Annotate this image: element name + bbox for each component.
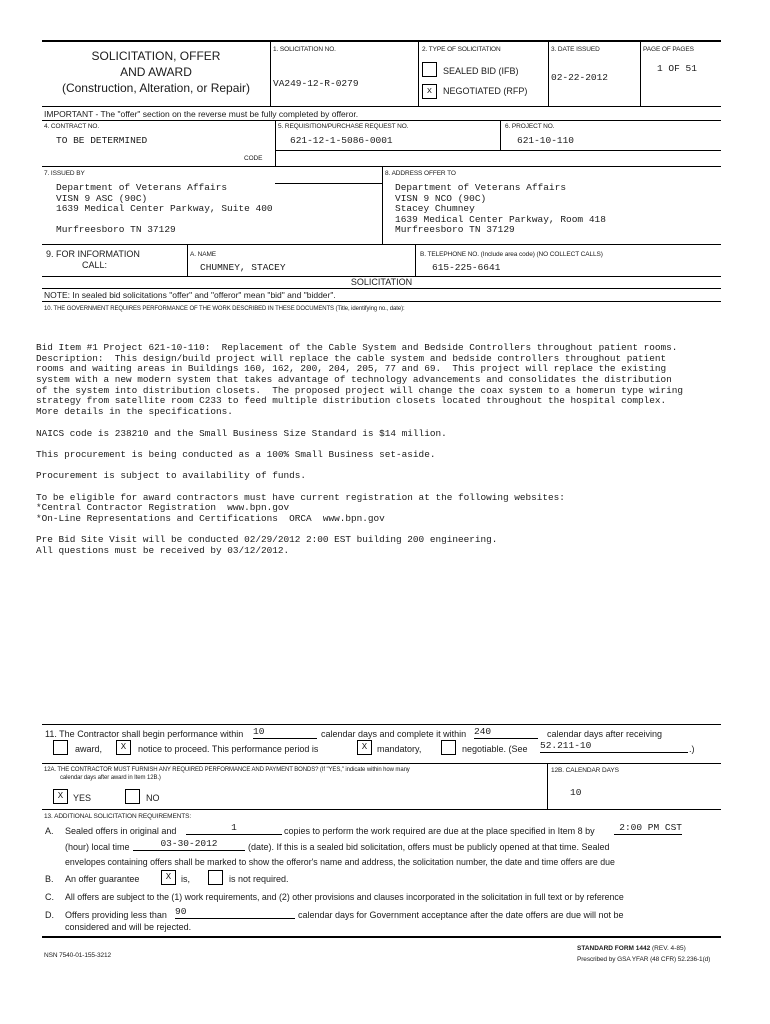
item13d-text2: calendar days for Government acceptance after the date offers are due will not be [298, 910, 624, 920]
issued-by-label: 7. ISSUED BY [44, 170, 85, 177]
item11-text2: calendar days and complete it within [321, 729, 467, 739]
guarantee-not-checkbox[interactable] [208, 870, 223, 885]
item11-text1: 11. The Contractor shall begin performance within [45, 729, 244, 739]
sealed-bid-label: SEALED BID (IFB) [443, 66, 519, 76]
description-line: To be eligible for award contractors must have current registration at the following websites: [36, 491, 565, 503]
telephone-label: B. TELEPHONE NO. (Include area code) (NO COLLECT CALLS) [420, 251, 603, 258]
info-call-label [46, 249, 140, 271]
guarantee-is-checkbox[interactable]: X [161, 870, 176, 885]
contract-no-value: TO BE DETERMINED [56, 135, 148, 146]
item11-text3: calendar days after receiving [547, 729, 663, 739]
issued-by-line2: VISN 9 ASC (90C) [56, 192, 148, 204]
item13d-prefix: D. [45, 910, 54, 920]
description-line: system with a new modern system that takes advantage of technology advancements and consolidates the distribution [36, 374, 672, 386]
date-issued-value: 02-22-2012 [551, 72, 609, 83]
description-line: strategy from satellite room C233 to feed multiple distribution closets located throughout the hospital complex. [36, 395, 667, 407]
item13b-text1: An offer guarantee [65, 874, 140, 884]
solicitation-heading: SOLICITATION [350, 277, 413, 287]
issued-by-address [56, 183, 273, 236]
description-line: Pre Bid Site Visit will be conducted 02/29/2012 2:00 EST building 200 engineering. [36, 534, 498, 546]
bonds-yes-checkbox[interactable]: X [53, 789, 68, 804]
item10-label: 10. THE GOVERNMENT REQUIRES PERFORMANCE OF THE WORK DESCRIBED IN THESE DOCUMENTS (Title, identifying no., date): [44, 306, 405, 312]
form-name: STANDARD FORM 1442 [577, 945, 651, 952]
issued-by-line4: Murfreesboro TN 37129 [56, 224, 176, 236]
description-line [36, 418, 683, 429]
item13d-days[interactable]: 90 [175, 907, 295, 919]
description-line: All questions must be received by 03/12/2012. [36, 545, 290, 557]
item13c-text: All offers are subject to the (1) work requirements, and (2) other provisions and clauses incorporated in the solicitation in full text or by reference [65, 892, 624, 902]
negotiable-label: negotiable. (See [462, 744, 528, 754]
mandatory-checkbox[interactable]: X [357, 740, 372, 755]
item13d-text3: considered and will be rejected. [65, 922, 192, 932]
negotiable-checkbox[interactable] [441, 740, 456, 755]
address-offer-line1: Department of Veterans Affairs [395, 182, 567, 193]
requisition-no-value: 621-12-1-5086-0001 [290, 135, 393, 146]
solicitation-type-label: 2. TYPE OF SOLICITATION [422, 46, 501, 53]
address-offer-line4: 1639 Medical Center Parkway, Room 418 [395, 213, 606, 225]
item13a-copies[interactable]: 1 [186, 823, 282, 835]
address-offer-label: 8. ADDRESS OFFER TO [385, 170, 456, 177]
description-line: NAICS code is 238210 and the Small Business Size Standard is $14 million. [36, 427, 447, 439]
description-line: Description: This design/build project will replace the cable system and bedside controllers throughout patient [36, 352, 667, 364]
item13a-text2: copies to perform the work required are due at the place specified in Item 8 by [284, 826, 595, 836]
issued-by-line3: 1639 Medical Center Parkway, Suite 400 [56, 203, 273, 215]
bonds-no-label: NO [146, 793, 160, 803]
description-line: Bid Item #1 Project 621-10-110: Replacement of the Cable System and Bedside Controllers throughout patient rooms. [36, 342, 678, 353]
important-note: IMPORTANT - The "offer" section on the reverse must be fully completed by offeror. [44, 109, 359, 119]
notice-to-proceed-label: notice to proceed. This performance period is [138, 744, 319, 754]
item13a-prefix: A. [45, 826, 54, 836]
address-offer-line2: VISN 9 NCO (90C) [395, 192, 487, 204]
bonds-no-checkbox[interactable] [125, 789, 140, 804]
item13b-text3: is not required. [229, 874, 289, 884]
item13c-prefix: C. [45, 892, 54, 902]
nsn-number: NSN 7540-01-155-3212 [44, 952, 112, 959]
item13a-text5: envelopes containing offers shall be marked to show the offeror's name and address, the solicitation number, the date and time offers are due [65, 857, 615, 867]
solicitation-no-value: VA249-12-R-0279 [273, 78, 359, 89]
address-offer-line5: Murfreesboro TN 37129 [395, 224, 515, 236]
description-line: *On-Line Representations and Certifications ORCA www.bpn.gov [36, 513, 385, 524]
date-issued-label: 3. DATE ISSUED [551, 46, 600, 53]
form-title-line3: (Construction, Alteration, or Repair) [61, 81, 251, 95]
item13a-text4: (date). If this is a sealed bid solicitation, offers must be publicly opened at that time. Sealed [248, 842, 610, 852]
award-label: award, [75, 744, 103, 754]
name-label: A. NAME [190, 251, 217, 258]
item11-see-clause[interactable]: 52.211-10 [540, 741, 688, 753]
item12a-label: 12A. THE CONTRACTOR MUST FURNISH ANY REQUIRED PERFORMANCE AND PAYMENT BONDS? (If "YES," indicate within how many [44, 767, 410, 773]
issued-by-line1: Department of Veterans Affairs [56, 182, 228, 193]
item13b-text2: is, [181, 874, 190, 884]
project-no-label: 6. PROJECT NO. [505, 123, 555, 130]
item12a-label2: calendar days after award in Item 12B.) [60, 775, 161, 781]
description-line: *Central Contractor Registration www.bpn.gov [36, 502, 290, 514]
form-revision: (REV. 4-85) [652, 945, 686, 952]
form-title-line2: AND AWARD [120, 65, 192, 79]
item13b-prefix: B. [45, 874, 54, 884]
form-title [42, 48, 270, 96]
negotiated-checkbox[interactable]: x [422, 84, 437, 99]
item13d-text1: Offers providing less than [65, 910, 167, 920]
prescribed-by: Prescribed by GSA YFAR (48 CFR) 52.236-1(d) [577, 956, 711, 963]
item11-begin-days[interactable]: 10 [253, 727, 317, 739]
form-identifier [577, 945, 686, 952]
name-value: CHUMNEY, STACEY [200, 262, 286, 273]
project-no-value: 621-10-110 [517, 135, 575, 146]
item13a-date[interactable]: 03-30-2012 [133, 839, 245, 851]
solicitation-note: NOTE: In sealed bid solicitations "offer" and "offeror" mean "bid" and "bidder". [44, 290, 336, 300]
item13a-text1: Sealed offers in original and [65, 826, 177, 836]
info-call-label-line1: 9. FOR INFORMATION [46, 249, 140, 259]
solicitation-no-label: 1. SOLICITATION NO. [273, 46, 336, 53]
item11-complete-days[interactable]: 240 [474, 727, 538, 739]
page-of-pages-value: 1 OF 51 [657, 63, 697, 74]
info-call-label-line2: CALL: [82, 260, 108, 270]
requisition-no-label: 5. REQUISITION/PURCHASE REQUEST NO. [278, 123, 409, 130]
description-line: rooms and waiting areas in Buildings 160, 162, 200, 204, 205, 77 and 69. This project will replace the existing [36, 363, 667, 375]
description-line: Procurement is subject to availability of funds. [36, 470, 307, 482]
solicitation-description [36, 343, 683, 557]
notice-to-proceed-checkbox[interactable]: X [116, 740, 131, 755]
address-offer-line3: Stacey Chumney [395, 203, 475, 215]
item13a-time[interactable]: 2:00 PM CST [614, 823, 682, 835]
item11-close: .) [689, 744, 695, 754]
contract-no-label: 4. CONTRACT NO. [44, 123, 100, 130]
description-line: of the system into distribution closets. The proposed project will change the coax system to a homerun type wiring [36, 384, 683, 396]
form-title-line1: SOLICITATION, OFFER [91, 49, 221, 63]
item12b-label: 12B. CALENDAR DAYS [551, 767, 619, 774]
page-of-pages-label: PAGE OF PAGES [643, 46, 694, 53]
negotiated-label: NEGOTIATED (RFP) [443, 86, 528, 96]
telephone-value: 615-225-6641 [432, 262, 501, 273]
bonds-yes-label: YES [73, 793, 92, 803]
description-line: More details in the specifications. [36, 406, 233, 418]
mandatory-label: mandatory, [377, 744, 422, 754]
award-checkbox[interactable] [53, 740, 68, 755]
code-label: CODE [244, 155, 263, 162]
item13a-text3: (hour) local time [65, 842, 130, 852]
address-offer-address [395, 183, 606, 236]
sealed-bid-checkbox[interactable] [422, 62, 437, 77]
description-line: This procurement is being conducted as a 100% Small Business set-aside. [36, 448, 436, 460]
item13-label: 13. ADDITIONAL SOLICITATION REQUIREMENTS: [44, 813, 192, 820]
item12b-value: 10 [570, 787, 582, 798]
